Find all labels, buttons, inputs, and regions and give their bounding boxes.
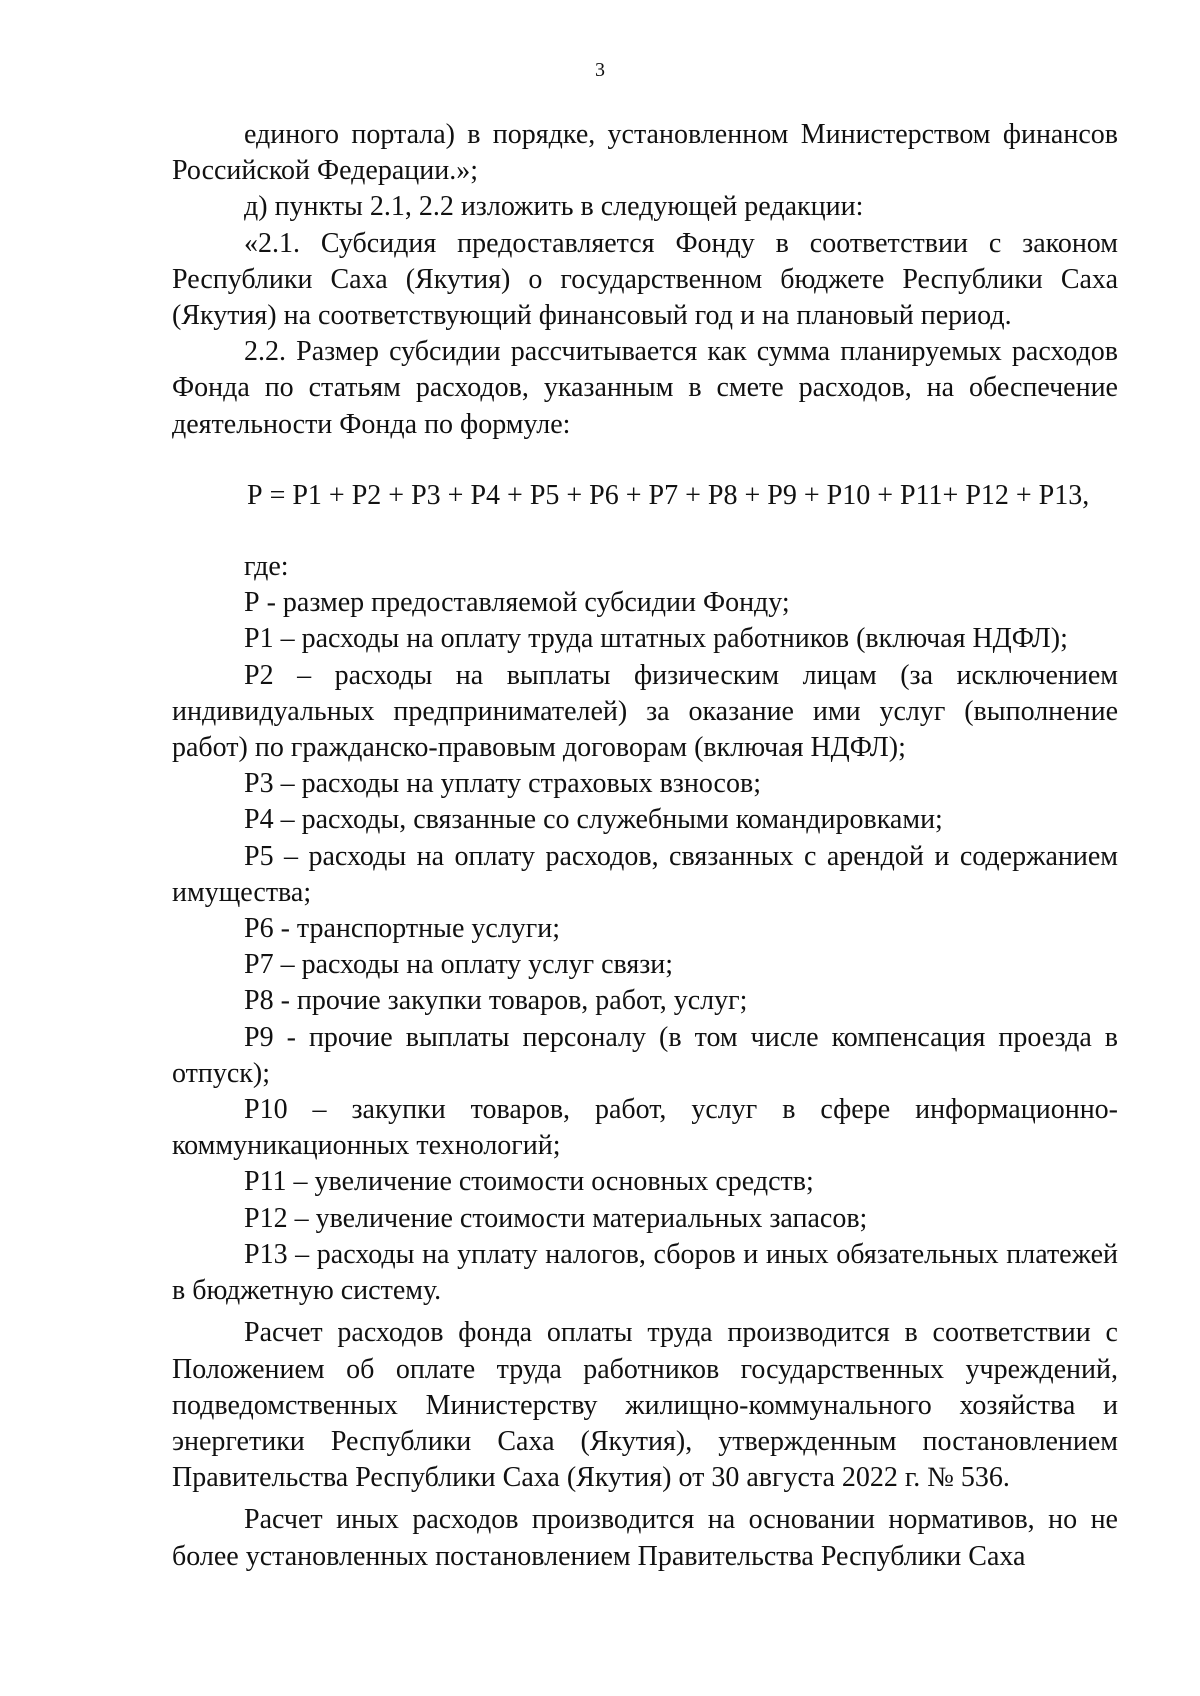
definition-p10: Р10 – закупки товаров, работ, услуг в сфере информационно-коммуникационных технологий;	[172, 1094, 1118, 1162]
paragraph-clause-2-1: «2.1. Субсидия предоставляется Фонду в соответствии с законом Республики Саха (Якутия) о государственном бюджете Республики Саха (Якутия) на соответствующий финансовый год и на плановый период.	[172, 227, 1118, 332]
definition-p13: Р13 – расходы на уплату налогов, сборов и иных обязательных платежей в бюджетную систему.	[172, 1238, 1118, 1307]
definition-p3: Р3 – расходы на уплату страховых взносов;	[244, 768, 761, 800]
document-body	[172, 117, 1118, 1575]
paragraph-portal-order: единого портала) в порядке, установленном Министерством финансов Российской Федерации.»;	[172, 119, 1118, 187]
definition-p5: Р5 – расходы на оплату расходов, связанных с арендой и содержанием имущества;	[172, 840, 1118, 908]
definition-p11: Р11 – увеличение стоимости основных средств;	[244, 1166, 814, 1198]
definition-p12: Р12 – увеличение стоимости материальных запасов;	[244, 1202, 868, 1234]
definition-p9: Р9 - прочие выплаты персоналу (в том числе компенсация проезда в отпуск);	[172, 1021, 1118, 1089]
definition-p7: Р7 – расходы на оплату услуг связи;	[244, 949, 674, 981]
definition-p: Р - размер предоставляемой субсидии Фонду;	[244, 587, 790, 619]
definitions-intro: где:	[244, 551, 289, 583]
paragraph-amendment-d: д) пункты 2.1, 2.2 изложить в следующей редакции:	[244, 191, 864, 223]
definition-p8: Р8 - прочие закупки товаров, работ, услуг;	[244, 985, 748, 1017]
paragraph-other-expenses: Расчет иных расходов производится на основании нормативов, но не более установленных постановлением Правительства Республики Саха	[172, 1504, 1118, 1572]
definition-p2: Р2 – расходы на выплаты физическим лицам (за исключением индивидуальных предпринимателей) за оказание ими услуг (выполнение работ) по гражданско-правовым договорам (включая НДФЛ);	[172, 659, 1118, 764]
paragraph-payroll-calculation: Расчет расходов фонда оплаты труда производится в соответствии с Положением об оплате труда работников государственных учреждений, подведомственных Министерству жилищно-коммунального хозяйства и энергетики Республики Саха (Якутия), утвержденным постановлением Правительства Республики Саха (Якутия) от 30 августа 2022 г. № 536.	[172, 1317, 1118, 1494]
definition-p4: Р4 – расходы, связанные со служебными командировками;	[244, 804, 943, 836]
subsidy-formula: Р = Р1 + Р2 + Р3 + Р4 + Р5 + Р6 + Р7 + Р8 + Р9 + Р10 + Р11+ Р12 + Р13,	[247, 479, 1090, 511]
page-number: 3	[595, 59, 605, 81]
definition-p1: Р1 – расходы на оплату труда штатных работников (включая НДФЛ);	[244, 623, 1068, 655]
paragraph-clause-2-2: 2.2. Размер субсидии рассчитывается как сумма планируемых расходов Фонда по статьям расходов, указанным в смете расходов, на обеспечение деятельности Фонда по формуле:	[172, 336, 1118, 440]
definition-p6: Р6 - транспортные услуги;	[244, 913, 561, 945]
